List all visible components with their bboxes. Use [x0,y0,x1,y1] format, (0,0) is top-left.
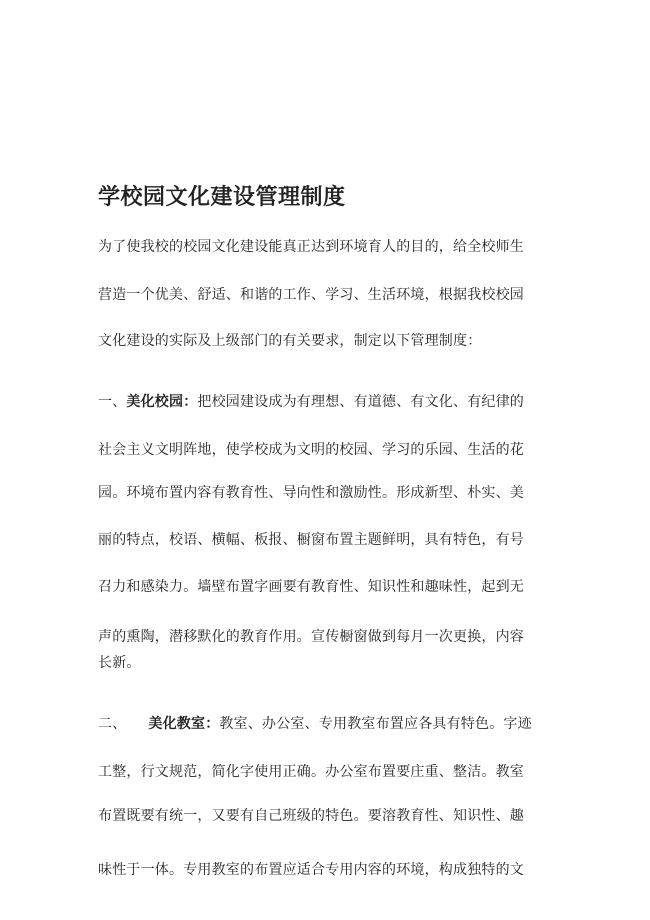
document-title: 学校园文化建设管理制度 [98,184,346,210]
section2-line: 布置既要有统一，又要有自己班级的特色。要溶教育性、知识性、趣 [98,808,524,824]
section1-line: 声的熏陶，潜移默化的教育作用。宣传橱窗做到每月一次更换，内容 [98,629,524,645]
section2-heading: 美化教室： [148,716,220,732]
section1-line: 园。环境布置内容有教育性、导向性和激励性。形成新型、朴实、美 [98,485,524,501]
section1-first-line [98,392,524,412]
section1-line: 召力和感染力。墙壁布置字画要有教育性、知识性和趣味性，起到无 [98,579,524,595]
section2-number: 二、 [98,716,127,732]
intro-line: 营造一个优美、舒适、和谐的工作、学习、生活环境，根据我校校园 [98,287,524,303]
section1-line: 社会主义文明阵地，使学校成为文明的校园、学习的乐园、生活的花 [98,442,524,458]
section1-line: 丽的特点，校语、横幅、板报、橱窗布置主题鲜明，具有特色，有号 [98,532,524,548]
section1-heading: 美化校园： [126,394,198,410]
section1-text: 把校园建设成为有理想、有道德、有文化、有纪律的 [197,394,525,410]
section1-line: 长新。 [98,655,141,671]
section2-first-line [98,714,532,734]
section1-number: 一、 [98,394,127,410]
section2-line: 味性于一体。专用教室的布置应适合专用内容的环境，构成独特的文 [98,862,524,878]
section2-text: 教室、办公室、专用教室布置应各具有特色。字迹 [219,716,532,732]
section2-line: 工整，行文规范，简化字使用正确。办公室布置要庄重、整洁。教室 [98,764,524,780]
intro-line: 为了使我校的校园文化建设能真正达到环境育人的目的，给全校师生 [98,239,524,255]
intro-line: 文化建设的实际及上级部门的有关要求，制定以下管理制度： [98,333,482,349]
